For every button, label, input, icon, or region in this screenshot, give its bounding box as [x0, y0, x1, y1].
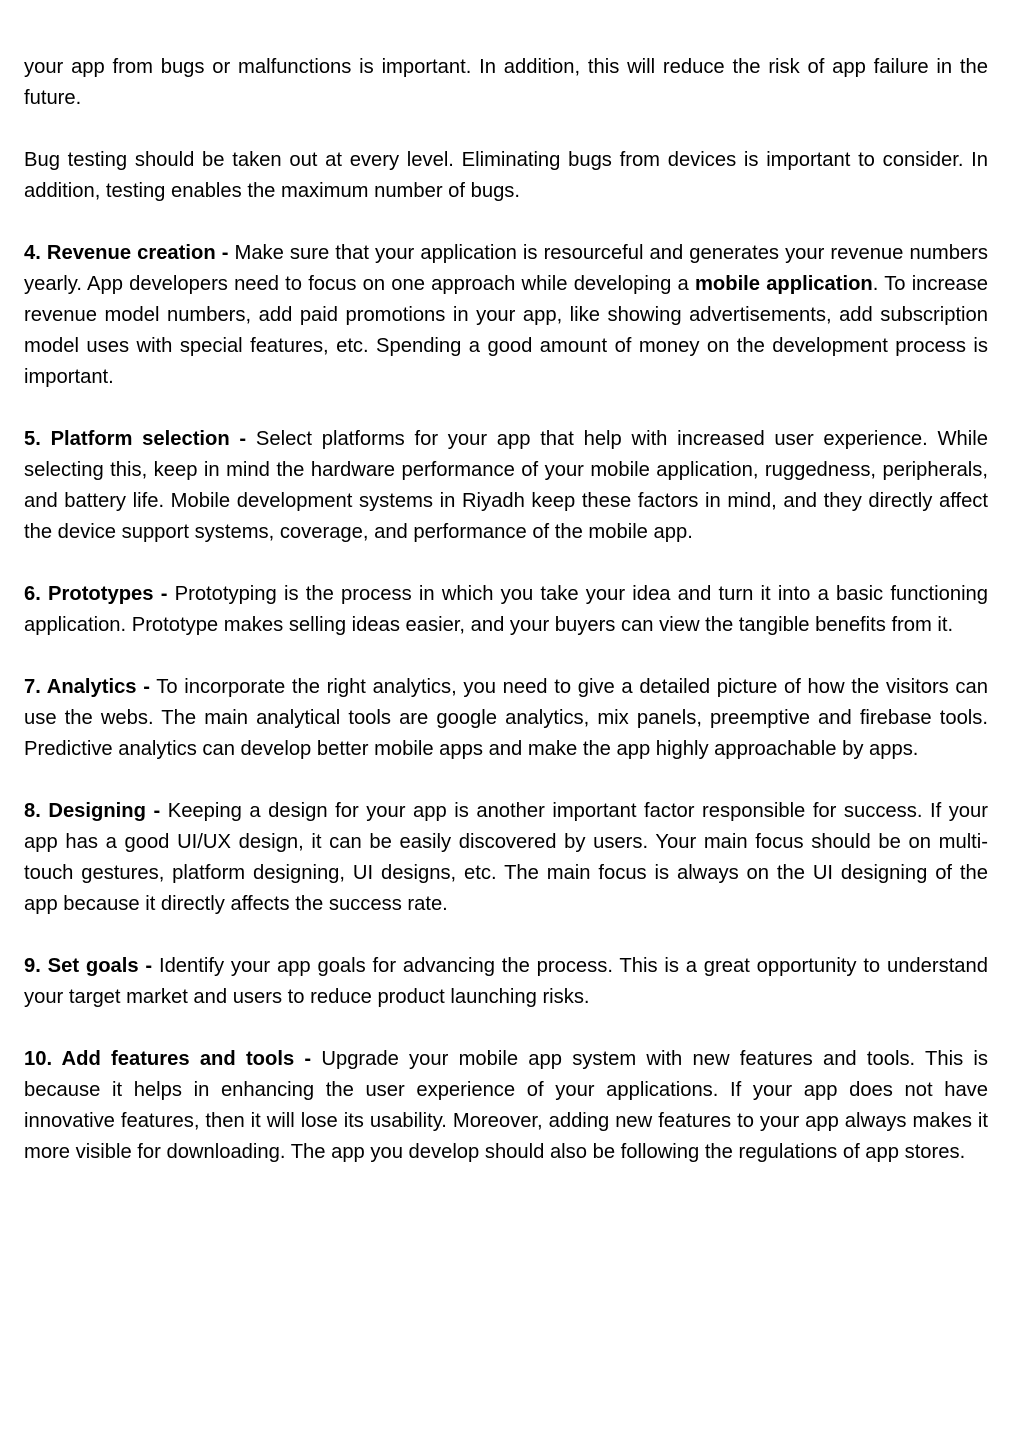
- paragraph-text: Make sure that your application is resourceful and generates your revenue numbers yearly. App developers need to focus on one approach while developing a: [24, 242, 988, 295]
- bold-term: mobile application: [694, 273, 873, 295]
- section-heading: 9. Set goals -: [24, 955, 153, 977]
- paragraph-text: Prototyping is the process in which you take your idea and turn it into a basic functioning application. Prototype makes selling ideas easier, and your buyers can view the tangible benefits from it.: [24, 583, 989, 636]
- paragraph-text: Select platforms for your app that help with increased user experience. While selecting this, keep in mind the hardware performance of your mobile application, ruggedness, peripherals, and battery life. Mobile development systems in Riyadh keep these factors in mind, and they directly affect the device support systems, coverage, and performance of the mobile app.: [24, 428, 988, 543]
- section-heading: 4. Revenue creation -: [24, 242, 229, 264]
- paragraph-text: Keeping a design for your app is another important factor responsible for success. If your app has a good UI/UX design, it can be easily discovered by users. Your main focus should be on multi-touch gestures, platform designing, UI designs, etc. The main focus is always on the UI designing of the app because it directly affects the success rate.: [24, 800, 988, 915]
- document-page: [24, 52, 988, 1199]
- paragraph-prototypes: [24, 579, 988, 641]
- section-heading: 5. Platform selection -: [24, 428, 247, 450]
- paragraph-set-goals: [24, 951, 988, 1013]
- paragraph-text: . To increase revenue model numbers, add paid promotions in your app, like showing advertisements, add subscription model uses with special features, etc. Spending a good amount of money on the development process is important.: [24, 273, 989, 388]
- paragraph-revenue-creation: [24, 238, 988, 393]
- paragraph-designing: [24, 796, 988, 920]
- paragraph-platform-selection: [24, 424, 988, 548]
- paragraph-text: Identify your app goals for advancing the process. This is a great opportunity to understand your target market and users to reduce product launching risks.: [24, 955, 988, 1008]
- paragraph-analytics: [24, 672, 988, 765]
- paragraph-bug-intro: [24, 52, 988, 114]
- paragraph-text: To incorporate the right analytics, you need to give a detailed picture of how the visitors can use the webs. The main analytical tools are google analytics, mix panels, preemptive and firebase tools. Predictive analytics can develop better mobile apps and make the app highly approachable by apps.: [24, 676, 988, 760]
- paragraph-text: Upgrade your mobile app system with new features and tools. This is because it helps in enhancing the user experience of your applications. If your app does not have innovative features, then it will lose its usability. Moreover, adding new features to your app always makes it more visible for downloading. The app you develop should also be following the regulations of app stores.: [24, 1048, 988, 1163]
- section-heading: 6. Prototypes -: [24, 583, 168, 605]
- paragraph-text: Bug testing should be taken out at every level. Eliminating bugs from devices is important to consider. In addition, testing enables the maximum number of bugs.: [24, 149, 988, 202]
- paragraph-add-features: [24, 1044, 988, 1168]
- paragraph-bug-testing: [24, 145, 988, 207]
- section-heading: 10. Add features and tools -: [24, 1048, 312, 1070]
- paragraph-text: your app from bugs or malfunctions is important. In addition, this will reduce the risk of app failure in the future.: [24, 56, 988, 109]
- section-heading: 7. Analytics -: [24, 676, 150, 698]
- section-heading: 8. Designing -: [24, 800, 161, 822]
